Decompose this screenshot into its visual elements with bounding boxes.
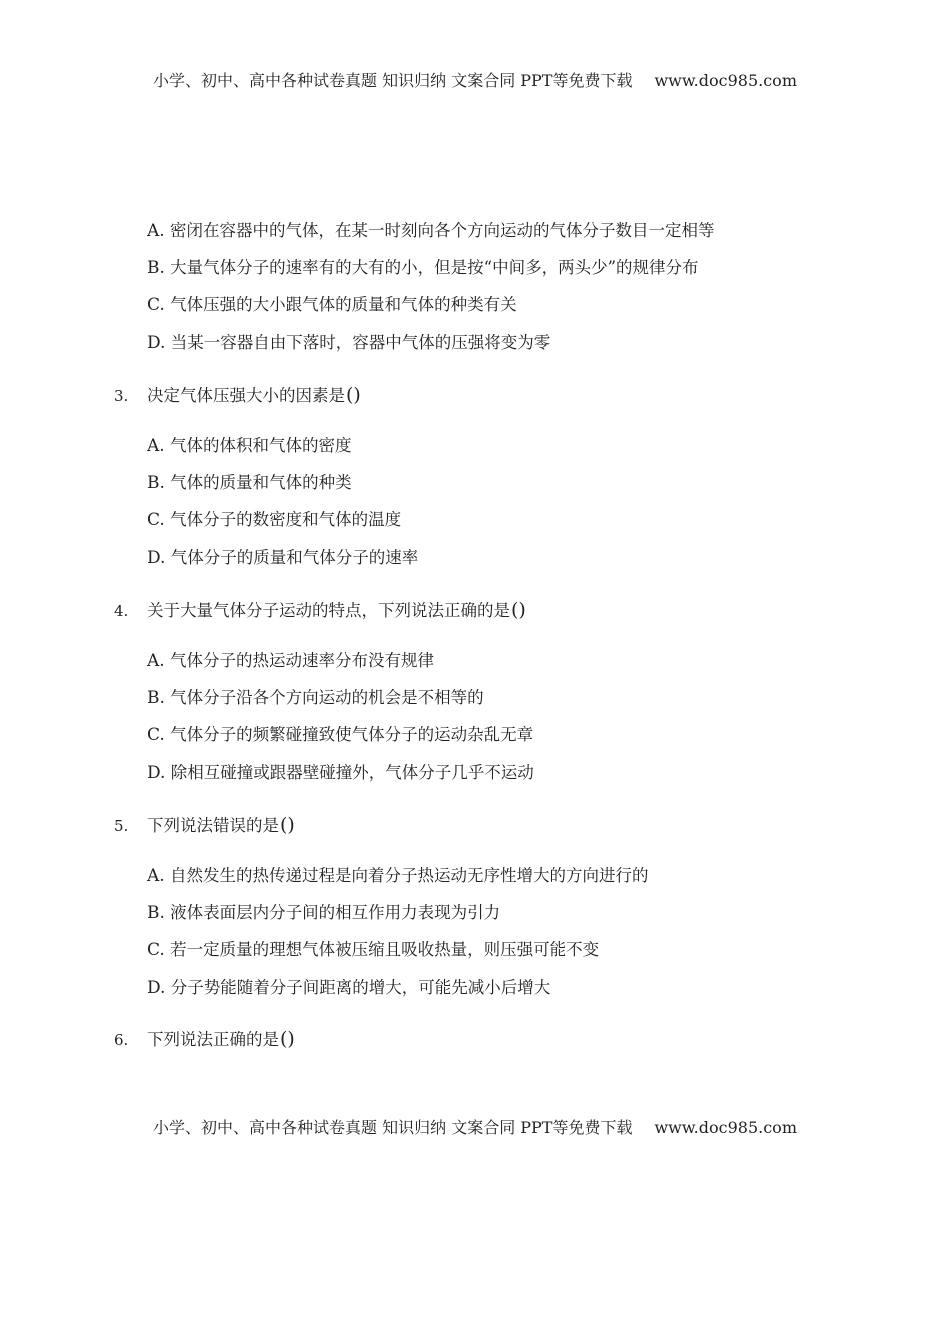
q2-option-a: A. 密闭在容器中的气体，在某一时刻向各个方向运动的气体分子数目一定相等	[147, 221, 715, 241]
q2-option-b: B. 大量气体分子的速率有的大有的小，但是按“中间多，两头少”的规律分布	[147, 258, 699, 278]
question-4: 4. 关于大量气体分子运动的特点，下列说法正确的是()	[114, 599, 526, 621]
q5-option-d: D. 分子势能随着分子间距离的增大，可能先减小后增大	[147, 978, 551, 998]
header-text: 小学、初中、高中各种试卷真题 知识归纳 文案合同 PPT等免费下载	[153, 71, 633, 90]
q2-option-d: D. 当某一容器自由下落时，容器中气体的压强将变为零	[147, 333, 551, 353]
q4-option-a: A. 气体分子的热运动速率分布没有规律	[147, 651, 434, 671]
question-6: 6. 下列说法正确的是()	[114, 1028, 295, 1050]
question-number: 4.	[114, 602, 129, 620]
q2-option-c: C. 气体压强的大小跟气体的质量和气体的种类有关	[147, 295, 517, 315]
page-header	[0, 68, 950, 91]
footer-text: 小学、初中、高中各种试卷真题 知识归纳 文案合同 PPT等免费下载	[153, 1118, 633, 1137]
question-stem: 下列说法错误的是	[147, 816, 279, 835]
question-stem: 下列说法正确的是	[147, 1030, 279, 1049]
question-5: 5. 下列说法错误的是()	[114, 814, 295, 836]
question-number: 3.	[114, 387, 129, 405]
q4-option-d: D. 除相互碰撞或跟器壁碰撞外，气体分子几乎不运动	[147, 763, 534, 783]
q3-option-a: A. 气体的体积和气体的密度	[147, 436, 352, 456]
q5-option-b: B. 液体表面层内分子间的相互作用力表现为引力	[147, 903, 501, 923]
question-number: 6.	[114, 1031, 129, 1049]
page-footer	[0, 1115, 950, 1138]
q4-option-c: C. 气体分子的频繁碰撞致使气体分子的运动杂乱无章	[147, 725, 534, 745]
q3-option-d: D. 气体分子的质量和气体分子的速率	[147, 548, 419, 568]
question-stem: 关于大量气体分子运动的特点，下列说法正确的是	[147, 601, 510, 620]
footer-site-link[interactable]: www.doc985.com	[654, 1118, 797, 1137]
q5-option-c: C. 若一定质量的理想气体被压缩且吸收热量，则压强可能不变	[147, 940, 600, 960]
q5-option-a: A. 自然发生的热传递过程是向着分子热运动无序性增大的方向进行的	[147, 866, 649, 886]
header-site-link[interactable]: www.doc985.com	[654, 71, 797, 90]
q3-option-b: B. 气体的质量和气体的种类	[147, 473, 352, 493]
q3-option-c: C. 气体分子的数密度和气体的温度	[147, 510, 402, 530]
q4-option-b: B. 气体分子沿各个方向运动的机会是不相等的	[147, 688, 484, 708]
question-number: 5.	[114, 817, 129, 835]
question-stem: 决定气体压强大小的因素是	[147, 386, 345, 405]
question-3: 3. 决定气体压强大小的因素是()	[114, 384, 361, 406]
